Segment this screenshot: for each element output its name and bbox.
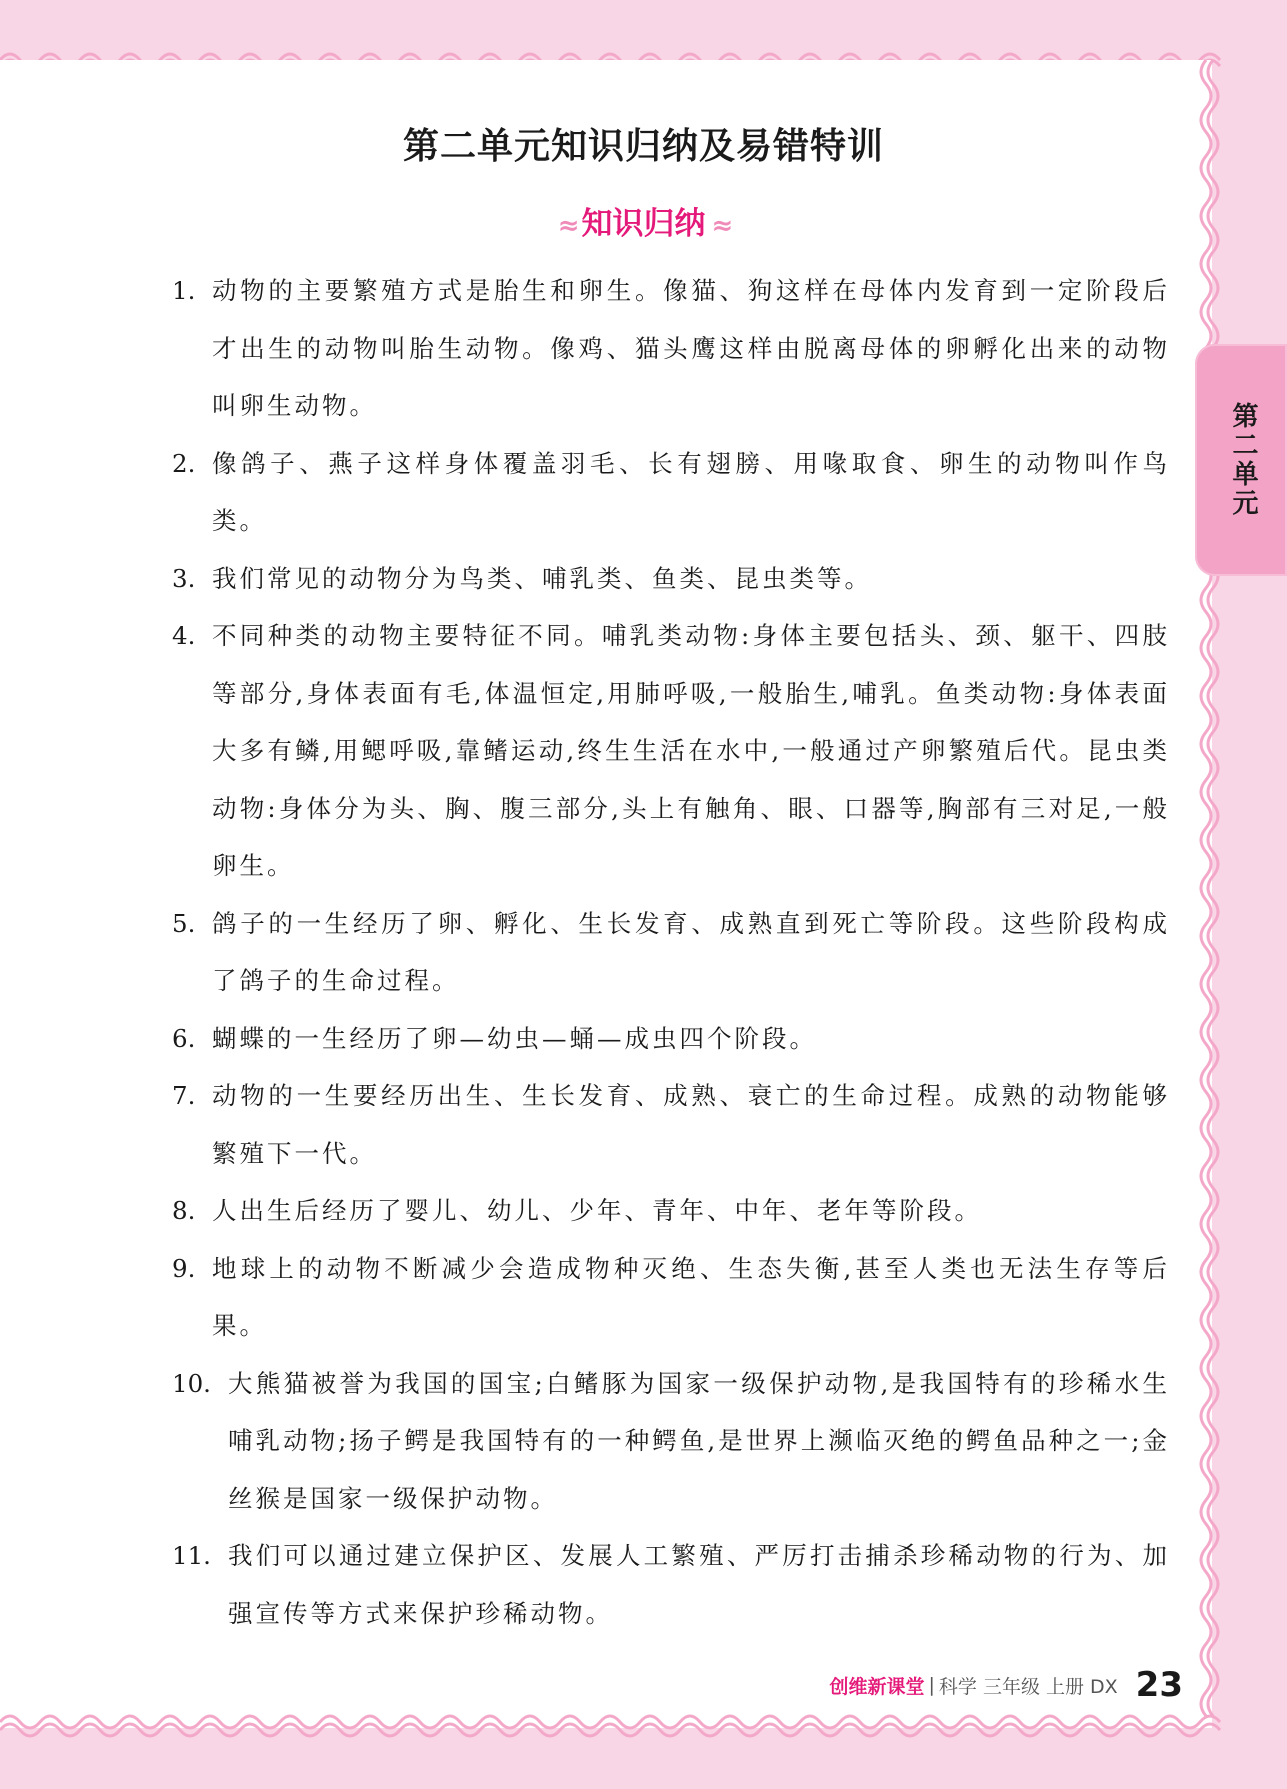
item-text: 不同种类的动物主要特征不同。哺乳类动物:身体主要包括头、颈、躯干、四肢等部分,身体表面有毛,体温恒定,用肺呼吸,一般胎生,哺乳。鱼类动物:身体表面大多有鳞,用鳃呼吸,靠鳍运动,终生生活在水中,一般通过产卵繁殖后代。昆虫类动物:身体分为头、胸、腹三部分,头上有触角、眼、口器等,胸部有三对足,一般卵生。	[212, 621, 1170, 880]
right-wave-ornament-icon: ≈	[711, 210, 730, 241]
item-text: 鸽子的一生经历了卵、孵化、生长发育、成熟直到死亡等阶段。这些阶段构成了鸽子的生命过程。	[212, 908, 1170, 995]
list-item	[172, 435, 1170, 550]
item-text: 人出生后经历了婴儿、幼儿、少年、青年、中年、老年等阶段。	[212, 1196, 982, 1225]
item-number: 1.	[172, 276, 196, 305]
item-text: 我们可以通过建立保护区、发展人工繁殖、严厉打击捕杀珍稀动物的行为、加强宣传等方式来保护珍稀动物。	[228, 1541, 1170, 1628]
item-text: 像鸽子、燕子这样身体覆盖羽毛、长有翅膀、用喙取食、卵生的动物叫作鸟类。	[212, 448, 1170, 535]
item-text: 我们常见的动物分为鸟类、哺乳类、鱼类、昆虫类等。	[212, 563, 872, 593]
list-item	[172, 550, 1170, 608]
footer-separator: |	[928, 1674, 935, 1696]
knowledge-list	[172, 262, 1170, 1642]
item-number: 4.	[172, 621, 196, 650]
list-item	[172, 607, 1170, 895]
list-item	[172, 1240, 1170, 1355]
item-number: 6.	[172, 1023, 196, 1053]
section-heading-label: 知识归纳	[581, 206, 706, 242]
unit-side-tab	[1195, 344, 1287, 576]
item-number: 9.	[172, 1253, 196, 1283]
page-number: 23	[1135, 1665, 1183, 1705]
bottom-wave-border	[0, 1712, 1287, 1744]
footer-brand: 创维新课堂	[829, 1675, 925, 1698]
list-item	[172, 262, 1170, 435]
item-text: 动物的一生要经历出生、生长发育、成熟、衰亡的生命过程。成熟的动物能够繁殖下一代。	[212, 1081, 1170, 1168]
section-heading	[0, 198, 1287, 243]
item-text: 蝴蝶的一生经历了卵—幼虫—蛹—成虫四个阶段。	[212, 1023, 817, 1053]
item-number: 10.	[172, 1368, 211, 1398]
right-wave-border	[1194, 0, 1224, 1789]
list-item	[172, 1527, 1170, 1642]
item-number: 7.	[172, 1081, 196, 1110]
list-item	[172, 1010, 1170, 1068]
list-item	[172, 1355, 1170, 1528]
page-footer	[829, 1665, 1183, 1705]
item-text: 动物的主要繁殖方式是胎生和卵生。像猫、狗这样在母体内发育到一定阶段后才出生的动物叫胎生动物。像鸡、猫头鹰这样由脱离母体的卵孵化出来的动物叫卵生动物。	[212, 276, 1170, 420]
item-number: 5.	[172, 908, 196, 938]
item-number: 3.	[172, 563, 196, 593]
item-number: 8.	[172, 1196, 196, 1225]
left-wave-ornament-icon: ≈	[557, 210, 576, 241]
footer-subject: 科学 三年级 上册 DX	[938, 1675, 1118, 1698]
list-item	[172, 895, 1170, 1010]
list-item	[172, 1067, 1170, 1182]
item-text: 大熊猫被誉为我国的国宝;白鳍豚为国家一级保护动物,是我国特有的珍稀水生哺乳动物;扬子鳄是我国特有的一种鳄鱼,是世界上濒临灭绝的鳄鱼品种之一;金丝猴是国家一级保护动物。	[228, 1368, 1170, 1513]
unit-side-tab-label: 第二单元	[1228, 402, 1258, 518]
page-title: 第二单元知识归纳及易错特训	[402, 126, 884, 167]
item-number: 11.	[172, 1541, 211, 1570]
list-item	[172, 1182, 1170, 1240]
item-text: 地球上的动物不断减少会造成物种灭绝、生态失衡,甚至人类也无法生存等后果。	[212, 1253, 1170, 1340]
item-number: 2.	[172, 448, 196, 478]
